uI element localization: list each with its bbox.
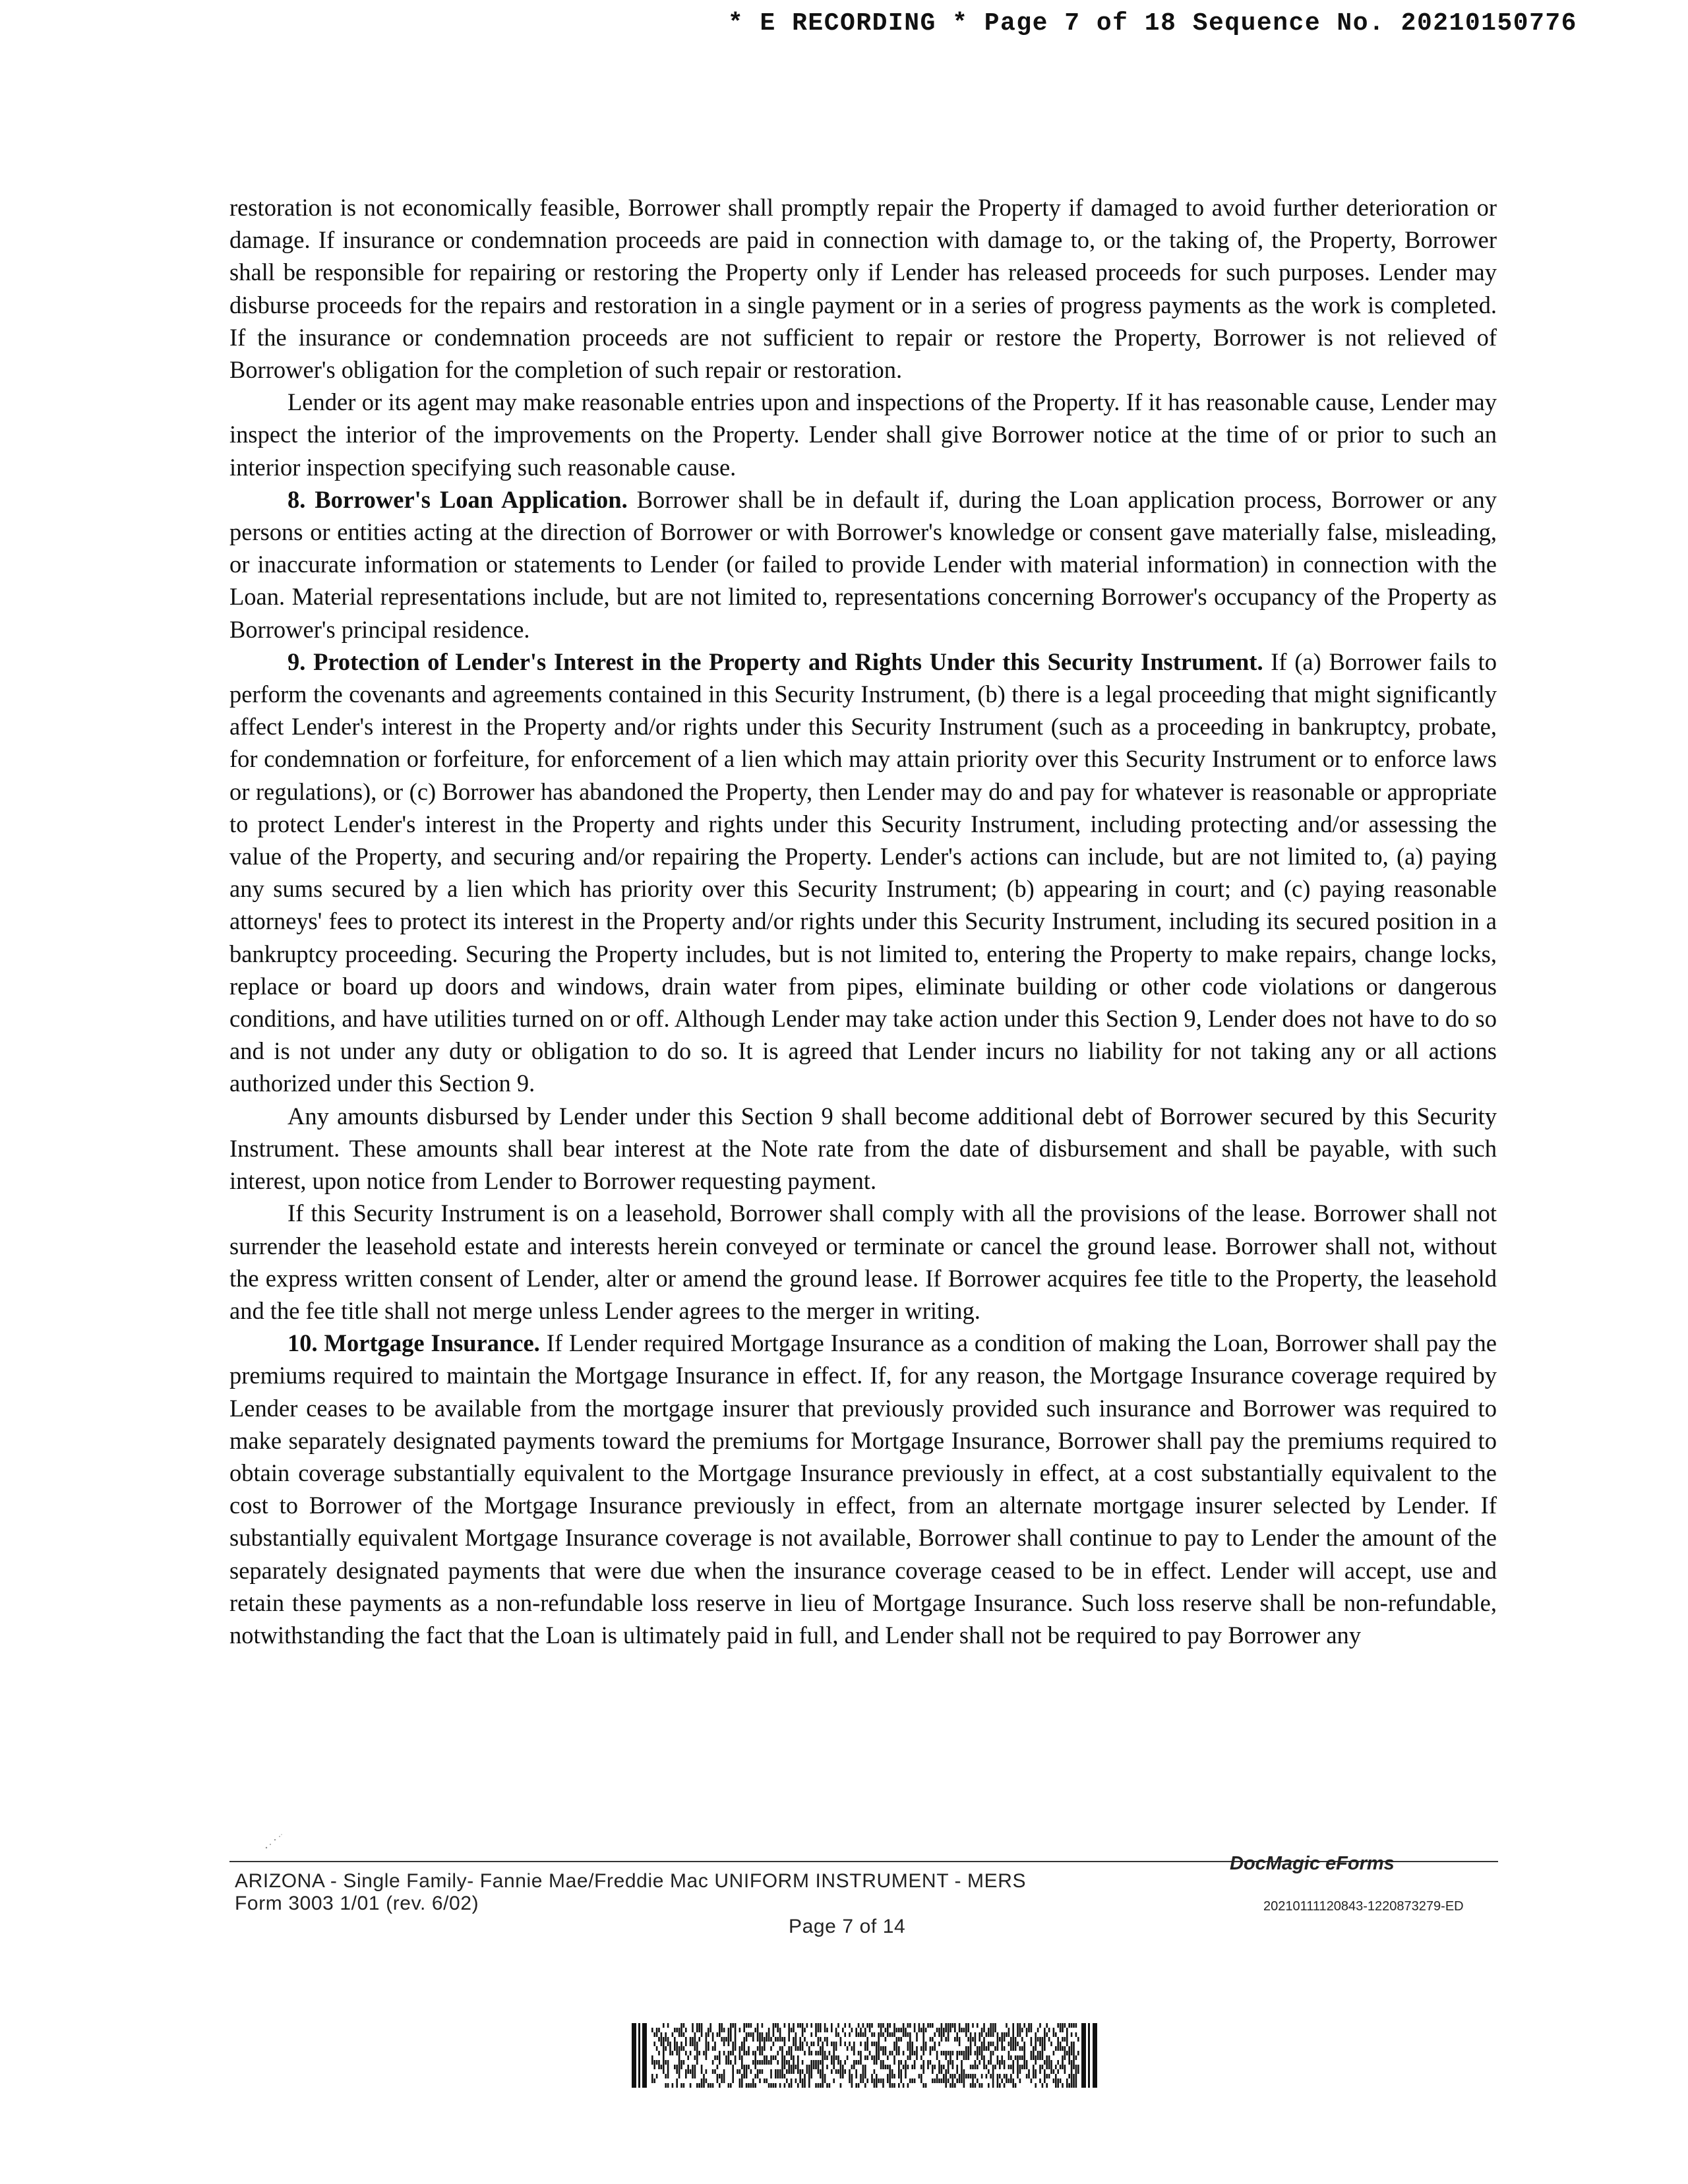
document-body bbox=[229, 191, 1497, 1651]
section-heading: 10. Mortgage Insurance. bbox=[287, 1329, 540, 1357]
paragraph-leasehold bbox=[229, 1197, 1497, 1327]
footer-brand: DocMagic eForms bbox=[1230, 1853, 1395, 1874]
barcode-icon bbox=[632, 2023, 1099, 2088]
paragraph-text: If this Security Instrument is on a leasehold, Borrower shall comply with all the provisions of the lease. Borrower shall not surrender the leasehold estate and interests herein conveyed or terminate or cancel the ground lease. Borrower shall not, without the express written consent of Lender, alter or amend the ground lease. If Borrower acquires fee title to the Property, the leasehold and the fee title shall not merge unless Lender agrees to the merger in writing. bbox=[229, 1199, 1497, 1324]
footer-form-line-1: ARIZONA - Single Family- Fannie Mae/Freddie Mac UNIFORM INSTRUMENT - MERS bbox=[235, 1870, 1027, 1892]
footer-document-code: 20210111120843-1220873279-ED bbox=[1263, 1899, 1464, 1914]
paragraph-text: restoration is not economically feasible, Borrower shall promptly repair the Property if damaged to avoid further deterioration or damage. If insurance or condemnation proceeds are paid in connection with damage to, or the taking of, the Property, Borrower shall be responsible for repairing or restoring the Property only if Lender has released proceeds for such purposes. Lender may disburse proceeds for the repairs and restoration in a single payment or in a series of progress payments as the work is completed. If the insurance or condemnation proceeds are not sufficient to repair or restore the Property, Borrower is not relieved of Borrower's obligation for the completion of such repair or restoration. bbox=[229, 194, 1497, 384]
section-8-loan-application bbox=[229, 483, 1497, 646]
scan-artifact-icon bbox=[264, 1833, 284, 1850]
recording-header: * E RECORDING * Page 7 of 18 Sequence No. 20210150776 bbox=[727, 9, 1577, 38]
footer-page-number: Page 7 of 14 bbox=[789, 1916, 906, 1937]
paragraph-inspections bbox=[229, 386, 1497, 483]
footer-form-info bbox=[235, 1870, 1026, 1915]
paragraph-text: Lender or its agent may make reasonable entries upon and inspections of the Property. If it has reasonable cause, Lender may inspect the interior of the improvements on the Property. Lender shall give Borrower notice at the time of or prior to such an interior inspection specifying such reasonable cause. bbox=[229, 388, 1497, 481]
paragraph-text: If Lender required Mortgage Insurance as a condition of making the Loan, Borrower shall pay the premiums required to maintain the Mortgage Insurance in effect. If, for any reason, the Mortgage Insurance coverage required by Lender ceases to be available from the mortgage insurer that previously provided such insurance and Borrower was required to make separately designated payments toward the premiums for Mortgage Insurance, Borrower shall pay the premiums required to obtain coverage substantially equivalent to the Mortgage Insurance previously in effect, at a cost substantially equivalent to the cost to Borrower of the Mortgage Insurance previously in effect, from an alternate mortgage insurer selected by Lender. If substantially equivalent Mortgage Insurance coverage is not available, Borrower shall continue to pay to Lender the amount of the separately designated payments that were due when the insurance coverage ceased to be in effect. Lender will accept, use and retain these payments as a non-refundable loss reserve in lieu of Mortgage Insurance. Such loss reserve shall be non-refundable, notwithstanding the fact that the Loan is ultimately paid in full, and Lender shall not be required to pay Borrower any bbox=[229, 1329, 1497, 1649]
section-9-protection-of-lenders-interest bbox=[229, 646, 1497, 1100]
paragraph-text: Borrower shall be in default if, during the Loan application process, Borrower or any persons or entities acting at the direction of Borrower or with Borrower's knowledge or consent gave materially false, misleading, or inaccurate information or statements to Lender (or failed to provide Lender with material information) in connection with the Loan. Material representations include, but are not limited to, representations concerning Borrower's occupancy of the Property as Borrower's principal residence. bbox=[229, 485, 1497, 643]
paragraph-text: Any amounts disbursed by Lender under this Section 9 shall become additional debt of Borrower secured by this Security Instrument. These amounts shall bear interest at the Note rate from the date of disbursement and shall be payable, with such interest, upon notice from Lender to Borrower requesting payment. bbox=[229, 1102, 1497, 1195]
section-10-mortgage-insurance bbox=[229, 1327, 1497, 1651]
section-heading: 8. Borrower's Loan Application. bbox=[287, 485, 628, 513]
paragraph-amounts-disbursed bbox=[229, 1100, 1497, 1198]
section-heading: 9. Protection of Lender's Interest in the Property and Rights Under this Security Instrument. bbox=[287, 648, 1263, 675]
paragraph-restoration bbox=[229, 191, 1497, 386]
paragraph-text: If (a) Borrower fails to perform the covenants and agreements contained in this Security Instrument, (b) there is a legal proceeding that might significantly affect Lender's interest in the Property and/or rights under this Security Instrument (such as a proceeding in bankruptcy, probate, for condemnation or forfeiture, for enforcement of a lien which may attain priority over this Security Instrument or to enforce laws or regulations), or (c) Borrower has abandoned the Property, then Lender may do and pay for whatever is reasonable or appropriate to protect Lender's interest in the Property and rights under this Security Instrument, including protecting and/or assessing the value of the Property, and securing and/or repairing the Property. Lender's actions can include, but are not limited to, (a) paying any sums secured by a lien which has priority over this Security Instrument; (b) appearing in court; and (c) paying reasonable attorneys' fees to protect its interest in the Property and/or rights under this Security Instrument, including its secured position in a bankruptcy proceeding. Securing the Property includes, but is not limited to, entering the Property to make repairs, change locks, replace or board up doors and windows, drain water from pipes, eliminate building or other code violations or dangerous conditions, and have utilities turned on or off. Although Lender may take action under this Section 9, Lender does not have to do so and is not under any duty or obligation to do so. It is agreed that Lender incurs no liability for not taking any or all actions authorized under this Section 9. bbox=[229, 648, 1497, 1097]
footer-form-line-2: Form 3003 1/01 (rev. 6/02) bbox=[235, 1893, 479, 1914]
